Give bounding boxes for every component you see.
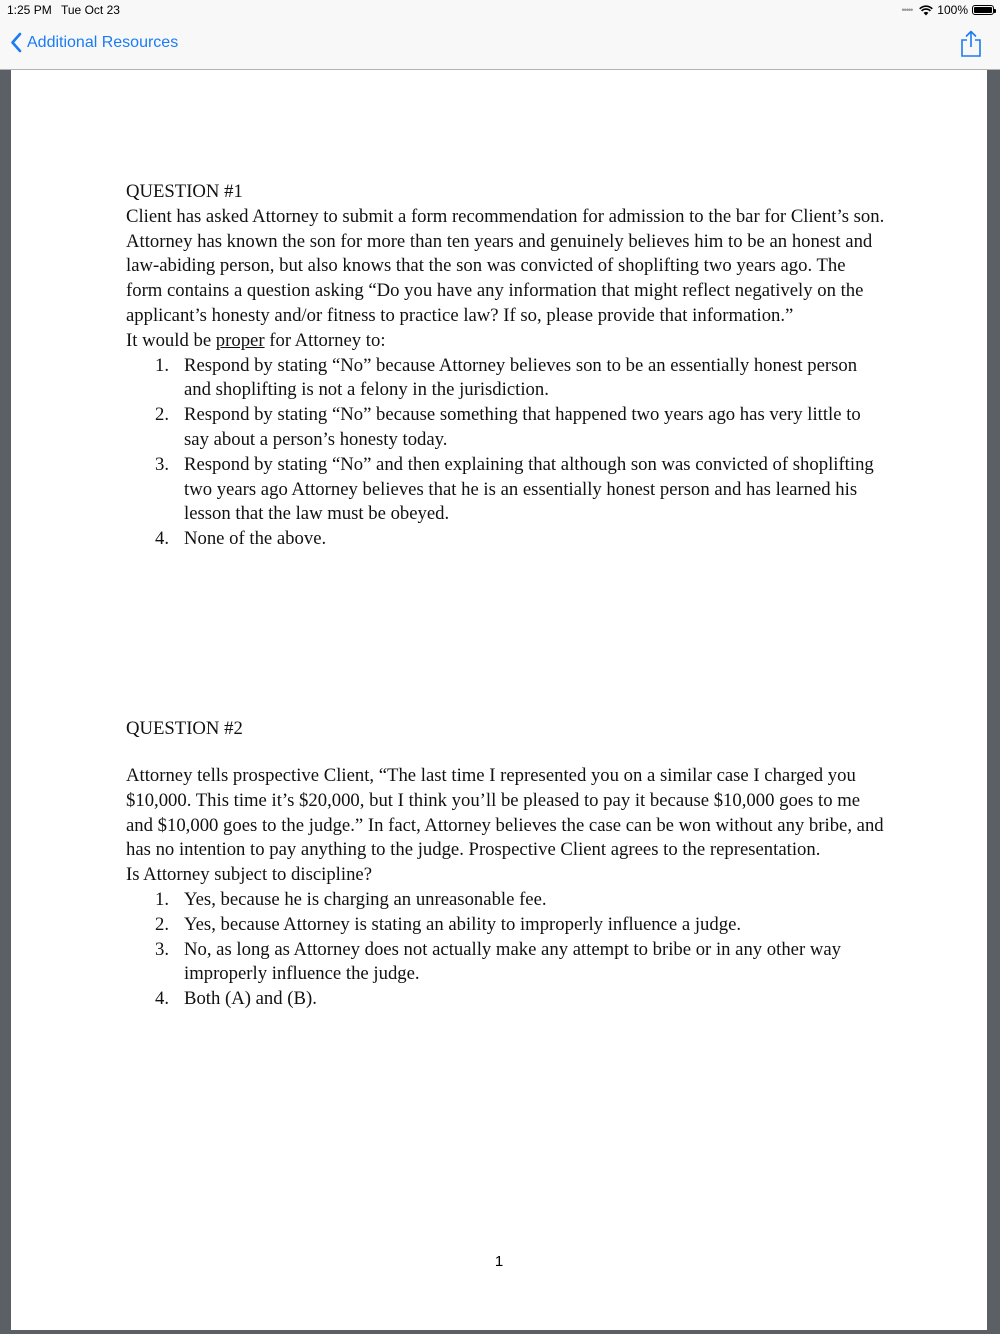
- answer-choice: [126, 354, 886, 404]
- choice-text: Yes, because Attorney is stating an ability to improperly influence a judge.: [184, 913, 742, 935]
- page-number: 1: [494, 1253, 504, 1270]
- cellular-signal-icon: •••••: [901, 5, 913, 15]
- question-1-heading: QUESTION #1: [126, 181, 243, 202]
- choice-number: 2.: [155, 913, 170, 935]
- choice-number: 1.: [155, 354, 170, 376]
- prompt-text: It would be: [126, 329, 216, 351]
- choice-text: Respond by stating “No” because something that happened two years ago has very little to say about a person’s honesty today.: [184, 404, 861, 450]
- question-2-heading: QUESTION #2: [126, 718, 243, 739]
- share-button[interactable]: [960, 30, 982, 63]
- battery-percent: 100%: [937, 3, 968, 17]
- question-2-text: Attorney tells prospective Client, “The last time I represented you on a similar case I charged you $10,000. This time it’s $20,000, but I think you’ll be pleased to pay it because $10,000 goes to me and $10,000 goes to the judge.” In fact, Attorney believes the case can be won without any bribe, and has no intention to pay anything to the judge. Prospective Client agrees to the representation.: [126, 765, 884, 861]
- answer-choice: [126, 453, 886, 527]
- choice-text: None of the above.: [184, 528, 327, 550]
- status-date: Tue Oct 23: [61, 3, 120, 17]
- status-bar: [0, 0, 1000, 20]
- chevron-left-icon: [10, 32, 22, 53]
- answer-choice: [126, 527, 886, 552]
- status-time: 1:25 PM: [7, 3, 52, 17]
- question-1-choices: [126, 354, 886, 552]
- choice-number: 2.: [155, 404, 170, 426]
- answer-choice: [126, 403, 886, 453]
- answer-choice: [126, 888, 886, 913]
- choice-number: 1.: [155, 888, 170, 910]
- question-2-prompt: Is Attorney subject to discipline?: [126, 864, 373, 886]
- answer-choice: [126, 913, 886, 938]
- question-2-choices: [126, 888, 886, 1012]
- choice-text: Respond by stating “No” and then explaining that although son was convicted of shoplifting two years ago Attorney believes that he is an essentially honest person and has learned his lesson that the law must be obeyed.: [184, 453, 874, 525]
- choice-number: 4.: [155, 988, 170, 1010]
- choice-number: 3.: [155, 938, 170, 960]
- status-indicators: [902, 3, 994, 17]
- wifi-icon: [919, 5, 933, 16]
- navigation-bar: [0, 20, 1000, 70]
- document-content: [126, 180, 886, 1010]
- back-button[interactable]: [10, 32, 178, 53]
- back-button-label: Additional Resources: [27, 33, 179, 51]
- question-1-text: Client has asked Attorney to submit a form recommendation for admission to the bar for Client’s son. Attorney has known the son for more than ten years and genuinely believes him to be an honest and law-abiding person, but also knows that the son was convicted of shoplifting two years ago. The form contains a question asking “Do you have any information that might reflect negatively on the applicant’s honesty and/or fitness to practice law? If so, please provide that information.”: [126, 205, 885, 326]
- choice-text: Yes, because he is charging an unreasonable fee.: [184, 888, 547, 910]
- prompt-text: for Attorney to:: [264, 329, 386, 351]
- share-icon: [960, 30, 982, 58]
- answer-choice: [126, 987, 886, 1012]
- document-page[interactable]: [11, 70, 987, 1330]
- choice-number: 3.: [155, 453, 170, 475]
- battery-icon: [972, 5, 994, 15]
- prompt-emphasis: proper: [215, 329, 265, 351]
- choice-number: 4.: [155, 528, 170, 550]
- question-1-prompt: [126, 329, 886, 354]
- choice-text: Respond by stating “No” because Attorney believes son to be an essentially honest person and shoplifting is not a felony in the jurisdiction.: [184, 354, 858, 401]
- answer-choice: [126, 938, 886, 988]
- choice-text: No, as long as Attorney does not actually make any attempt to bribe or in any other way improperly influence the judge.: [184, 938, 842, 985]
- choice-text: Both (A) and (B).: [184, 988, 317, 1010]
- question-2-block: [126, 764, 886, 1012]
